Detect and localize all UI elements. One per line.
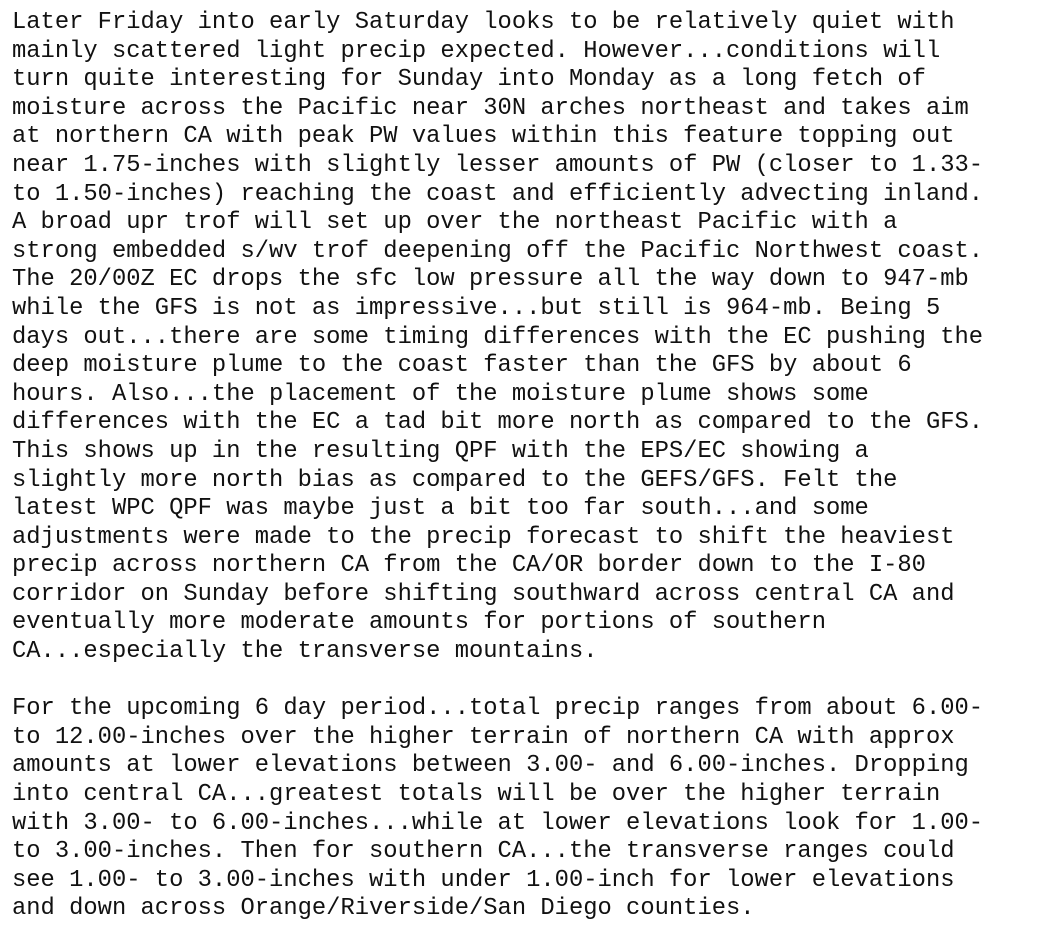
text-line: to 12.00-inches over the higher terrain of northern CA with approx — [12, 723, 955, 751]
text-line: A broad upr trof will set up over the northeast Pacific with a — [12, 209, 898, 237]
text-line: see 1.00- to 3.00-inches with under 1.00-inch for lower elevations — [12, 866, 955, 894]
text-line: The 20/00Z EC drops the sfc low pressure all the way down to 947-mb — [12, 266, 969, 294]
text-line: at northern CA with peak PW values within this feature topping out — [12, 123, 955, 151]
text-line: amounts at lower elevations between 3.00- and 6.00-inches. Dropping — [12, 752, 969, 780]
text-line: precip across northern CA from the CA/OR border down to the I-80 — [12, 552, 926, 580]
text-line: For the upcoming 6 day period...total precip ranges from about 6.00- — [12, 695, 984, 723]
text-line: to 1.50-inches) reaching the coast and efficiently advecting inland. — [12, 180, 984, 208]
text-line: adjustments were made to the precip forecast to shift the heaviest — [12, 523, 955, 551]
text-line: latest WPC QPF was maybe just a bit too far south...and some — [12, 495, 869, 523]
text-line: while the GFS is not as impressive...but still is 964-mb. Being 5 — [12, 294, 941, 322]
paragraph-precip-totals — [12, 695, 1042, 924]
text-line: This shows up in the resulting QPF with the EPS/EC showing a — [12, 437, 869, 465]
forecast-discussion-document — [12, 9, 1042, 924]
text-line: moisture across the Pacific near 30N arches northeast and takes aim — [12, 94, 969, 122]
text-line: to 3.00-inches. Then for southern CA...the transverse ranges could — [12, 838, 955, 866]
text-line: eventually more moderate amounts for portions of southern — [12, 609, 826, 637]
text-line: strong embedded s/wv trof deepening off the Pacific Northwest coast. — [12, 237, 984, 265]
paragraph-forecast-details — [12, 9, 1042, 667]
text-line: CA...especially the transverse mountains. — [12, 638, 598, 666]
text-line: near 1.75-inches with slightly lesser amounts of PW (closer to 1.33- — [12, 151, 984, 179]
text-line: slightly more north bias as compared to the GEFS/GFS. Felt the — [12, 466, 898, 494]
text-line: hours. Also...the placement of the moisture plume shows some — [12, 380, 869, 408]
text-line: turn quite interesting for Sunday into Monday as a long fetch of — [12, 66, 926, 94]
paragraph-spacer — [12, 667, 1042, 696]
text-line: with 3.00- to 6.00-inches...while at lower elevations look for 1.00- — [12, 809, 984, 837]
text-line: differences with the EC a tad bit more north as compared to the GFS. — [12, 409, 984, 437]
text-line: into central CA...greatest totals will be over the higher terrain — [12, 781, 941, 809]
text-line: mainly scattered light precip expected. However...conditions will — [12, 37, 941, 65]
text-line: days out...there are some timing differences with the EC pushing the — [12, 323, 984, 351]
text-line: Later Friday into early Saturday looks to be relatively quiet with — [12, 9, 955, 36]
text-line: deep moisture plume to the coast faster than the GFS by about 6 — [12, 352, 912, 380]
text-line: and down across Orange/Riverside/San Diego counties. — [12, 895, 755, 923]
text-line: corridor on Sunday before shifting southward across central CA and — [12, 580, 955, 608]
